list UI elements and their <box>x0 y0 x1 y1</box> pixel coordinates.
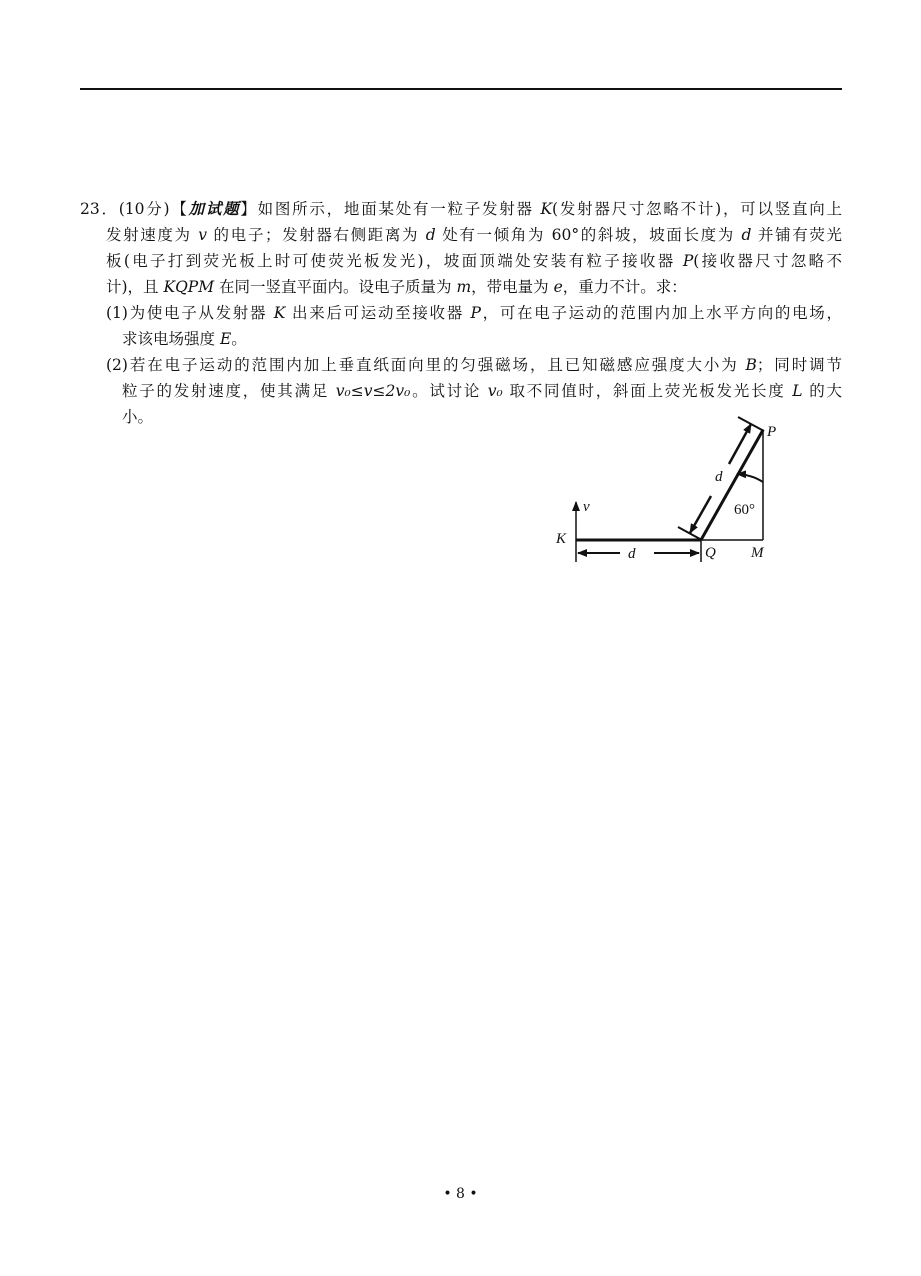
text-run: 并铺有荧光 <box>751 226 842 244</box>
text-run: 如图所示，地面某处有一粒子发射器 <box>257 200 541 218</box>
label-v: v <box>583 499 590 515</box>
problem-points: (10分) <box>118 200 170 218</box>
text-run: (2)若在电子运动的范围内加上垂直纸面向里的匀强磁场，且已知磁感应强度大小为 <box>106 356 746 374</box>
label-p: P <box>767 424 777 440</box>
stem-line <box>80 248 842 274</box>
label-m: M <box>751 545 764 561</box>
text-run: 出来后可运动至接收器 <box>285 304 471 322</box>
text-run: ；同时调节 <box>756 356 842 374</box>
label-d-bottom: d <box>628 546 636 562</box>
text-run: (发射器尺寸忽略不计)，可以竖直向上 <box>552 200 842 218</box>
text-run: ，重力不计。求： <box>562 278 687 296</box>
slope-tick-bottom <box>678 527 700 539</box>
math-symbol: K <box>273 304 286 322</box>
math-symbol: L <box>792 382 803 400</box>
text-run: 。试讨论 <box>410 382 488 400</box>
text-run: 处有一倾角为 60°的斜坡，坡面长度为 <box>435 226 742 244</box>
math-symbol: v₀≤v≤2v₀ <box>335 382 411 400</box>
subquestion-2-line <box>80 352 842 378</box>
label-q: Q <box>705 545 716 561</box>
text-run: ，可在电子运动的范围内加上水平方向的电场， <box>480 304 842 322</box>
text-run: 计)，且 <box>106 278 164 296</box>
text-run: 求该电场强度 <box>122 330 220 348</box>
label-angle: 60° <box>734 502 755 518</box>
math-symbol: P <box>470 304 481 322</box>
problem-23 <box>80 196 842 430</box>
math-symbol: e <box>553 278 563 296</box>
page-number: • 8 • <box>443 1186 478 1202</box>
text-run: 在同一竖直平面内。设电子质量为 <box>214 278 457 296</box>
math-symbol: P <box>682 252 694 270</box>
subquestion-1-line <box>80 326 842 352</box>
subquestion-1-line <box>80 300 842 326</box>
text-run: (1)为使电子从发射器 <box>106 304 274 322</box>
angle-arc <box>737 474 763 482</box>
stem-line <box>258 200 842 218</box>
slope-line <box>701 430 763 540</box>
math-symbol: E <box>219 330 232 348</box>
math-symbol: B <box>745 356 757 374</box>
problem-number: 23． <box>80 200 119 218</box>
math-symbol: m <box>456 278 472 296</box>
header-rule <box>80 88 842 90</box>
physics-diagram <box>548 412 788 572</box>
problem-line-1 <box>80 196 842 222</box>
math-symbol: K <box>540 200 553 218</box>
text-run: 板(电子打到荧光板上时可使荧光板发光)，坡面顶端处安装有粒子接收器 <box>106 252 683 270</box>
text-run: 发射速度为 <box>106 226 199 244</box>
text-run: (接收器尺寸忽略不 <box>693 252 842 270</box>
text-run: 小。 <box>122 408 154 426</box>
tag-bracket-close: 】 <box>240 200 258 218</box>
tag-bracket-open: 【 <box>169 200 189 218</box>
text-run: 的电子；发射器右侧距离为 <box>207 226 426 244</box>
math-symbol: d <box>741 226 752 244</box>
label-k: K <box>556 531 567 547</box>
text-run: 粒子的发射速度，使其满足 <box>122 382 336 400</box>
text-run: 的大 <box>802 382 842 400</box>
math-symbol: KQPM <box>163 278 215 296</box>
label-d-slope: d <box>715 469 723 485</box>
math-symbol: v <box>198 226 207 244</box>
math-symbol: d <box>425 226 436 244</box>
subquestion-2-line <box>80 378 842 404</box>
text-run: ，带电量为 <box>471 278 554 296</box>
math-symbol: v₀ <box>487 382 503 400</box>
problem-tag: 加试题 <box>188 199 241 218</box>
stem-line <box>80 222 842 248</box>
stem-line <box>80 274 842 300</box>
text-run: 取不同值时，斜面上荧光板发光长度 <box>502 382 793 400</box>
text-run: 。 <box>231 330 247 348</box>
